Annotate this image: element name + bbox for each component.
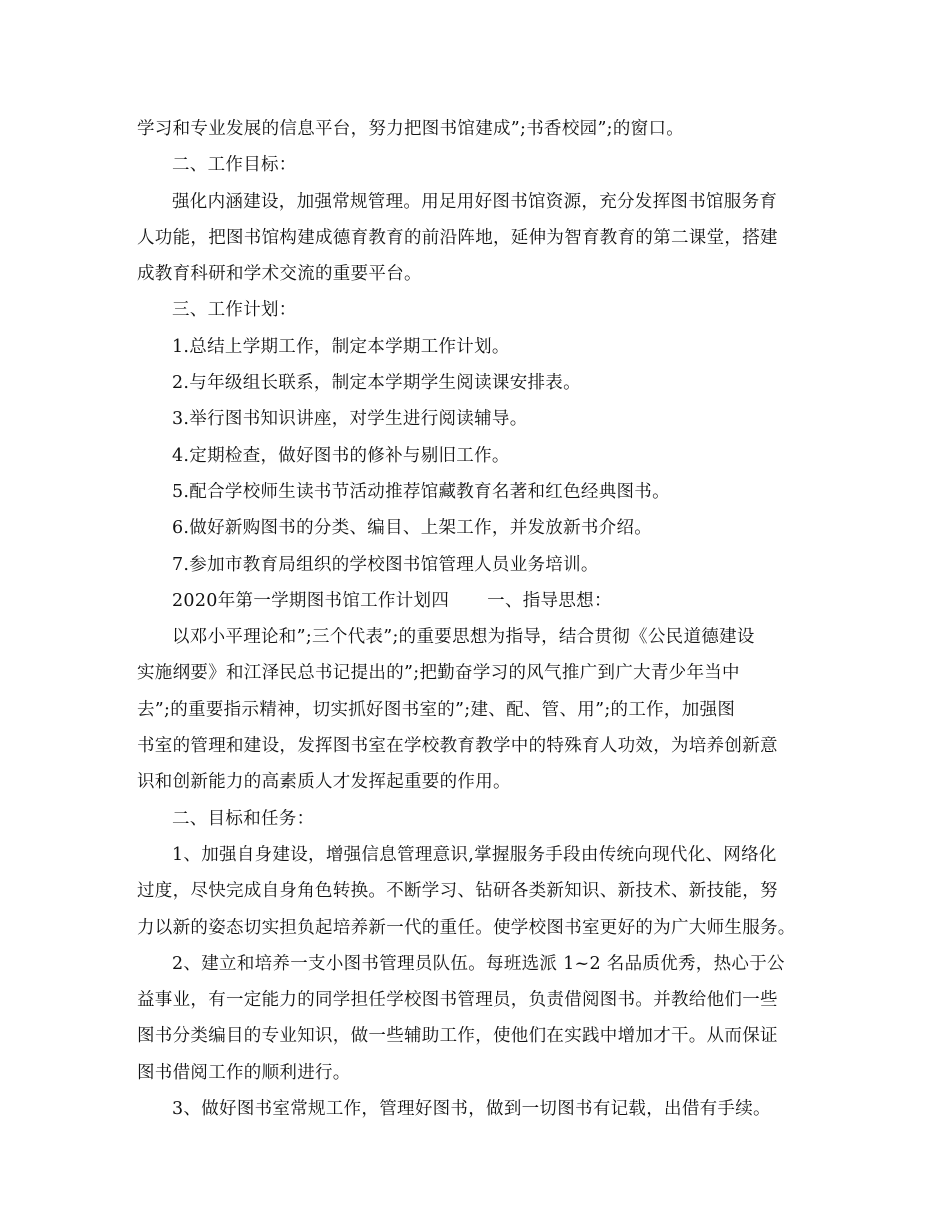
paragraph-line: 图书分类编目的专业知识，做一些辅助工作，使他们在实践中增加才干。从而保证: [137, 1026, 778, 1047]
list-item: 5.配合学校师生读书节活动推荐馆藏教育名著和红色经典图书。: [172, 481, 670, 502]
list-item: 1.总结上学期工作，制定本学期工作计划。: [172, 336, 510, 357]
section-heading: 二、目标和任务：: [172, 808, 315, 829]
paragraph-line: 成教育科研和学术交流的重要平台。: [137, 264, 422, 285]
section-heading: 三、工作计划：: [172, 300, 297, 321]
paragraph-line: 强化内涵建设，加强常规管理。用足用好图书馆资源，充分发挥图书馆服务育: [172, 191, 778, 212]
list-item: 4.定期检查，做好图书的修补与剔旧工作。: [172, 445, 510, 466]
paragraph-line: 益事业，有一定能力的同学担任学校图书管理员，负责借阅图书。并教给他们一些: [137, 990, 778, 1011]
section-heading: 一、指导思想：: [487, 590, 612, 611]
paragraph-line: 学习和专业发展的信息平台，努力把图书馆建成”;书香校园”;的窗口。: [137, 119, 685, 139]
paragraph-line: 1、加强自身建设，增强信息管理意识,掌握服务手段由传统向现代化、网络化: [172, 844, 777, 865]
paragraph-line: 人功能，把图书馆构建成德育教育的前沿阵地，延伸为智育教育的第二课堂，搭建: [137, 227, 778, 248]
document-body: [137, 111, 817, 1127]
paragraph-line: 力以新的姿态切实担负起培养新一代的重任。使学校图书室更好的为广大师生服务。: [137, 917, 796, 938]
section-heading: 二、工作目标：: [172, 155, 297, 176]
paragraph-line: 过度，尽快完成自身角色转换。不断学习、钻研各类新知识、新技术、新技能，努: [137, 881, 778, 902]
paragraph-line: 2、建立和培养一支小图书管理员队伍。每班选派 1~2 名品质优秀，热心于公: [172, 953, 785, 974]
paragraph-line: 识和创新能力的高素质人才发挥起重要的作用。: [137, 772, 511, 793]
paragraph-line: 以邓小平理论和”;三个代表”;的重要思想为指导，结合贯彻《公民道德建设: [172, 627, 755, 648]
list-item: 7.参加市教育局组织的学校图书馆管理人员业务培训。: [172, 554, 599, 575]
list-item: 6.做好新购图书的分类、编目、上架工作，并发放新书介绍。: [172, 518, 653, 539]
paragraph-line: 书室的管理和建设，发挥图书室在学校教育教学中的特殊育人功效，为培养创新意: [137, 736, 778, 757]
list-item: 2.与年级组长联系，制定本学期学生阅读课安排表。: [172, 373, 581, 394]
paragraph-line: 图书借阅工作的顺利进行。: [137, 1062, 351, 1083]
paragraph-line: 实施纲要》和江泽民总书记提出的”;把勤奋学习的风气推广到广大青少年当中: [137, 663, 740, 684]
paragraph-line: 3、做好图书室常规工作，管理好图书，做到一切图书有记载，出借有手续。: [172, 1099, 771, 1120]
list-item: 3.举行图书知识讲座，对学生进行阅读辅导。: [172, 409, 528, 430]
section-title-line: [137, 583, 817, 619]
paragraph-line: 去”;的重要指示精神，切实抓好图书室的”;建、配、管、用”;的工作，加强图: [137, 699, 736, 720]
section-title: 2020年第一学期图书馆工作计划四: [172, 590, 450, 611]
